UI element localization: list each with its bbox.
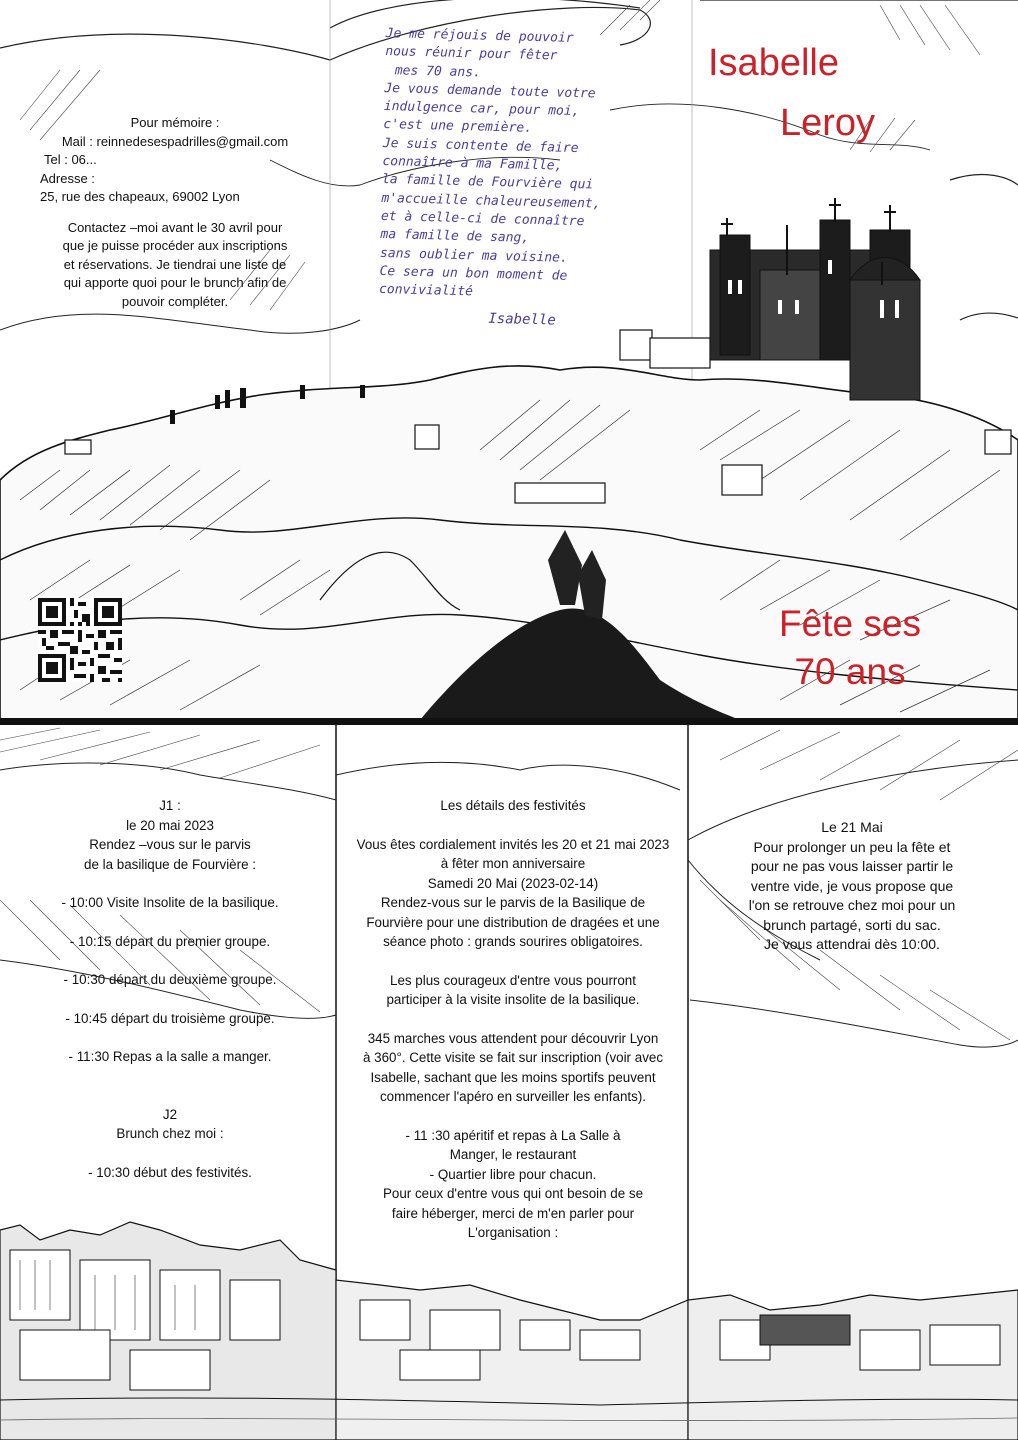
details-title: Les détails des festivités	[440, 798, 586, 813]
spacer	[340, 1107, 686, 1126]
details-line: L'organisation :	[467, 1225, 559, 1240]
day2-line: Pour prolonger un peu la fête et	[753, 838, 951, 855]
day2-line: brunch partagé, sorti du sac.	[763, 916, 941, 933]
details-line: Vous êtes cordialement invités les 20 et 21 mai 2023	[356, 836, 670, 852]
day2-column	[692, 818, 1012, 955]
celebration-line-1: Fête ses	[779, 603, 921, 644]
memo-text-line: que je puisse procéder aux inscriptions	[62, 238, 288, 253]
note-line: mes 70 ans.	[394, 62, 482, 81]
day2-date: Le 21 Mai	[821, 819, 883, 835]
memo-title: Pour mémoire :	[130, 115, 220, 130]
note-line: et à celle-ci de connaître	[380, 208, 585, 230]
note-line: Je suis contente de faire	[382, 135, 579, 156]
day2-line: pour ne pas vous laisser partir le	[750, 858, 954, 874]
day2-line: ventre vide, je vous propose que	[750, 877, 954, 894]
schedule-item: - 10:45 départ du troisième groupe.	[65, 1010, 275, 1026]
name-first: Isabelle	[708, 42, 839, 84]
spacer	[10, 1067, 330, 1086]
schedule-item: - 11:30 Repas a la salle a manger.	[68, 1049, 272, 1064]
note-line: Je vous demande toute votre	[384, 80, 596, 102]
memo-spacer	[30, 207, 320, 219]
day1-date: le 20 mai 2023	[126, 817, 214, 833]
note-line: m'accueille chaleureusement,	[381, 190, 601, 212]
details-line: Isabelle, sachant que les moins sportifs peuvent	[370, 1069, 656, 1085]
details-line: séance photo : grands sourires obligatoires.	[383, 934, 643, 949]
day1-line: de la basilique de Fourvière :	[84, 856, 256, 872]
memo-phone: Tel : 06...	[44, 152, 97, 167]
day1-column	[10, 796, 330, 1182]
details-line: Manger, le restaurant	[449, 1147, 577, 1162]
details-line: - 11 :30 apéritif et repas à La Salle à	[405, 1127, 621, 1143]
details-line: 345 marches vous attendent pour découvrir Lyon	[367, 1030, 659, 1046]
details-line: à fêter mon anniversaire	[440, 856, 586, 871]
memo-text-line: pouvoir compléter.	[121, 293, 229, 309]
schedule-item: - 10:00 Visite Insolite de la basilique.	[61, 895, 279, 910]
celebration-line-2: 70 ans	[794, 651, 906, 692]
details-column	[340, 796, 686, 1243]
spacer	[10, 1144, 330, 1163]
note-line: la famille de Fourvière qui	[381, 172, 594, 193]
day2-line: l'on se retrouve chez moi pour un	[748, 897, 956, 913]
note-line: sans oublier ma voisine.	[379, 245, 569, 266]
note-line: Je me réjouis de pouvoir	[385, 25, 574, 46]
details-line: Samedi 20 Mai (2023-02-14)	[427, 875, 599, 891]
memo-address-label: Adresse :	[40, 170, 95, 186]
celebration-title	[730, 600, 970, 696]
details-line: participer à la visite insolite de la basilique.	[386, 992, 640, 1007]
memo-text-line: qui apporte quoi pour le brunch afin de	[63, 275, 287, 290]
note-line: c'est une première.	[383, 117, 533, 137]
details-line: à 360°. Cette visite se fait sur inscription (voir avec	[362, 1050, 664, 1065]
spacer	[10, 990, 330, 1009]
spacer	[340, 952, 686, 971]
day2-heading: J2	[162, 1106, 178, 1122]
spacer	[10, 874, 330, 893]
day1-heading: J1 :	[159, 798, 181, 813]
spacer	[10, 913, 330, 932]
qr-code-icon[interactable]	[38, 598, 122, 682]
details-line: faire héberger, merci de m'en parler pour	[391, 1205, 635, 1221]
schedule-item: - 10:30 début des festivités.	[88, 1164, 252, 1180]
note-line: ma famille de sang,	[380, 227, 530, 247]
details-line: Rendez-vous sur le parvis de la Basilique de	[380, 895, 646, 910]
day1-line: Rendez –vous sur le parvis	[89, 837, 251, 852]
memo-email: Mail : reinnedesespadrilles@gmail.com	[61, 133, 289, 149]
memo-block	[30, 114, 320, 311]
spacer	[340, 816, 686, 835]
handwritten-note	[378, 25, 636, 332]
spacer	[10, 1028, 330, 1047]
memo-text-line: et réservations. Je tiendrai une liste de	[63, 256, 287, 272]
memo-address: 25, rue des chapeaux, 69002 Lyon	[40, 189, 240, 204]
note-line: indulgence car, pour moi,	[383, 99, 580, 120]
day2-line: Je vous attendrai dès 10:00.	[764, 936, 940, 952]
details-line: commencer l'apéro en surveiller les enfants).	[379, 1089, 647, 1104]
schedule-item: - 10:15 départ du premier groupe.	[69, 933, 271, 949]
note-line: connaître à ma Famille,	[382, 154, 563, 174]
note-signature: Isabelle	[488, 311, 556, 329]
name-last: Leroy	[780, 102, 876, 144]
details-line: Les plus courageux d'entre vous pourront	[390, 972, 636, 988]
day2-subtitle: Brunch chez moi :	[116, 1126, 224, 1141]
note-line: Ce sera un bon moment de	[379, 263, 568, 284]
spacer	[10, 951, 330, 970]
schedule-item: - 10:30 départ du deuxième groupe.	[63, 972, 277, 987]
spacer	[10, 1086, 330, 1105]
details-line: Fourvière pour une distribution de dragées et une	[366, 914, 660, 930]
details-line: - Quartier libre pour chacun.	[429, 1166, 597, 1182]
note-line: nous réunir pour fêter	[385, 44, 558, 64]
details-line: Pour ceux d'entre vous qui ont besoin de se	[382, 1186, 644, 1201]
note-line: convivialité	[378, 282, 474, 300]
spacer	[340, 1010, 686, 1029]
memo-text-line: Contactez –moi avant le 30 avril pour	[67, 219, 283, 235]
